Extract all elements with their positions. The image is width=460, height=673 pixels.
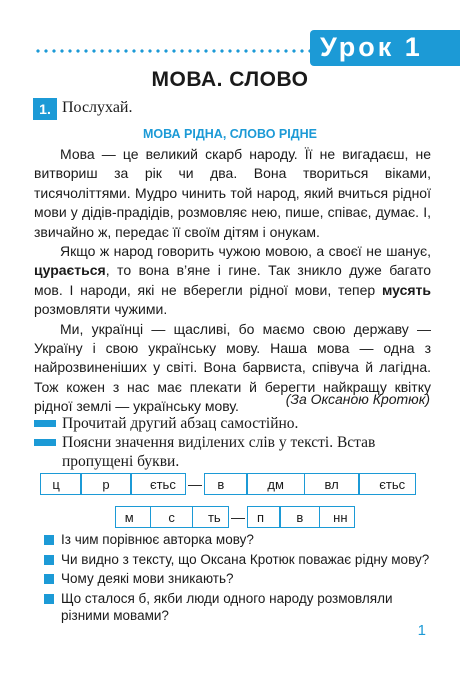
dotted-rule: [34, 49, 314, 53]
task-label: Послухай.: [62, 99, 133, 116]
list-item: Чи видно з тексту, що Оксана Кротюк поважає рідну мову?: [44, 551, 434, 569]
word-puzzle-2: м с ть — п в нн: [115, 506, 355, 528]
reading-text: [34, 145, 431, 417]
task-3: Поясни значення виділених слів у тексті. Встав пропущені букви.: [34, 433, 434, 471]
highlighted-word: цурається: [34, 262, 106, 279]
question-list: [44, 531, 434, 627]
page-number: 1: [417, 622, 426, 639]
paragraph-3: Ми, українці — щасливі, бо маємо свою державу — Україну і свою українську мову. Наша мова — одна з найрозвиненіших у світі. Вона барвиста, співуча й лагідна. Тож кожен з нас має плекати й берегти найкращу квітку рідної землі — українську мову.: [34, 320, 431, 415]
bullet-bar: [34, 439, 56, 446]
paragraph-2: Якщо ж народ говорить чужою мовою, а своєї не шанує, цурається, то вона в’яне і гине. Так зникло дуже багато мов. І народи, які не вберегли рідної мови, тепер мусять розмовляти чужими.: [34, 243, 431, 318]
task-2: Прочитай другий абзац самостійно.: [34, 414, 434, 433]
letter-box[interactable]: в дм вл єтьс: [204, 473, 416, 495]
list-item: Із чим порівнює авторка мову?: [44, 531, 434, 549]
highlighted-word: мусять: [381, 281, 431, 298]
lesson-tab: [310, 30, 460, 66]
word-puzzle-1: ц р єтьс — в дм вл єтьс: [40, 473, 416, 495]
letter-box[interactable]: ц р єтьс: [40, 473, 186, 495]
square-bullet-icon: [44, 594, 54, 604]
page-title: МОВА. СЛОВО: [151, 68, 309, 91]
list-item: Що сталося б, якби люди одного народу розмовляли різними мовами?: [44, 590, 434, 625]
bullet-bar: [34, 420, 56, 427]
letter-box[interactable]: п в нн: [247, 506, 355, 528]
source-attribution: (За Оксаною Кротюк): [285, 391, 430, 407]
square-bullet-icon: [44, 535, 54, 545]
square-bullet-icon: [44, 574, 54, 584]
square-bullet-icon: [44, 555, 54, 565]
text-title: МОВА РІДНА, СЛОВО РІДНЕ: [143, 127, 317, 141]
task-number-badge: 1.: [33, 98, 57, 120]
letter-box[interactable]: м с ть: [115, 506, 229, 528]
lesson-label: Урок 1: [320, 32, 423, 62]
paragraph-1: Мова — це великий скарб народу. Її не вигадаєш, не витвориш за рік чи два. Вона твориться віками, тисячоліттями. Мудро чинить той народ, який вчиться рідної мови у дідів-прадідів, розмовляє нею, пише, співає, думає. І, звичайно ж, передає її своїм дітям і онукам.: [34, 146, 431, 240]
list-item: Чому деякі мови зникають?: [44, 570, 434, 588]
